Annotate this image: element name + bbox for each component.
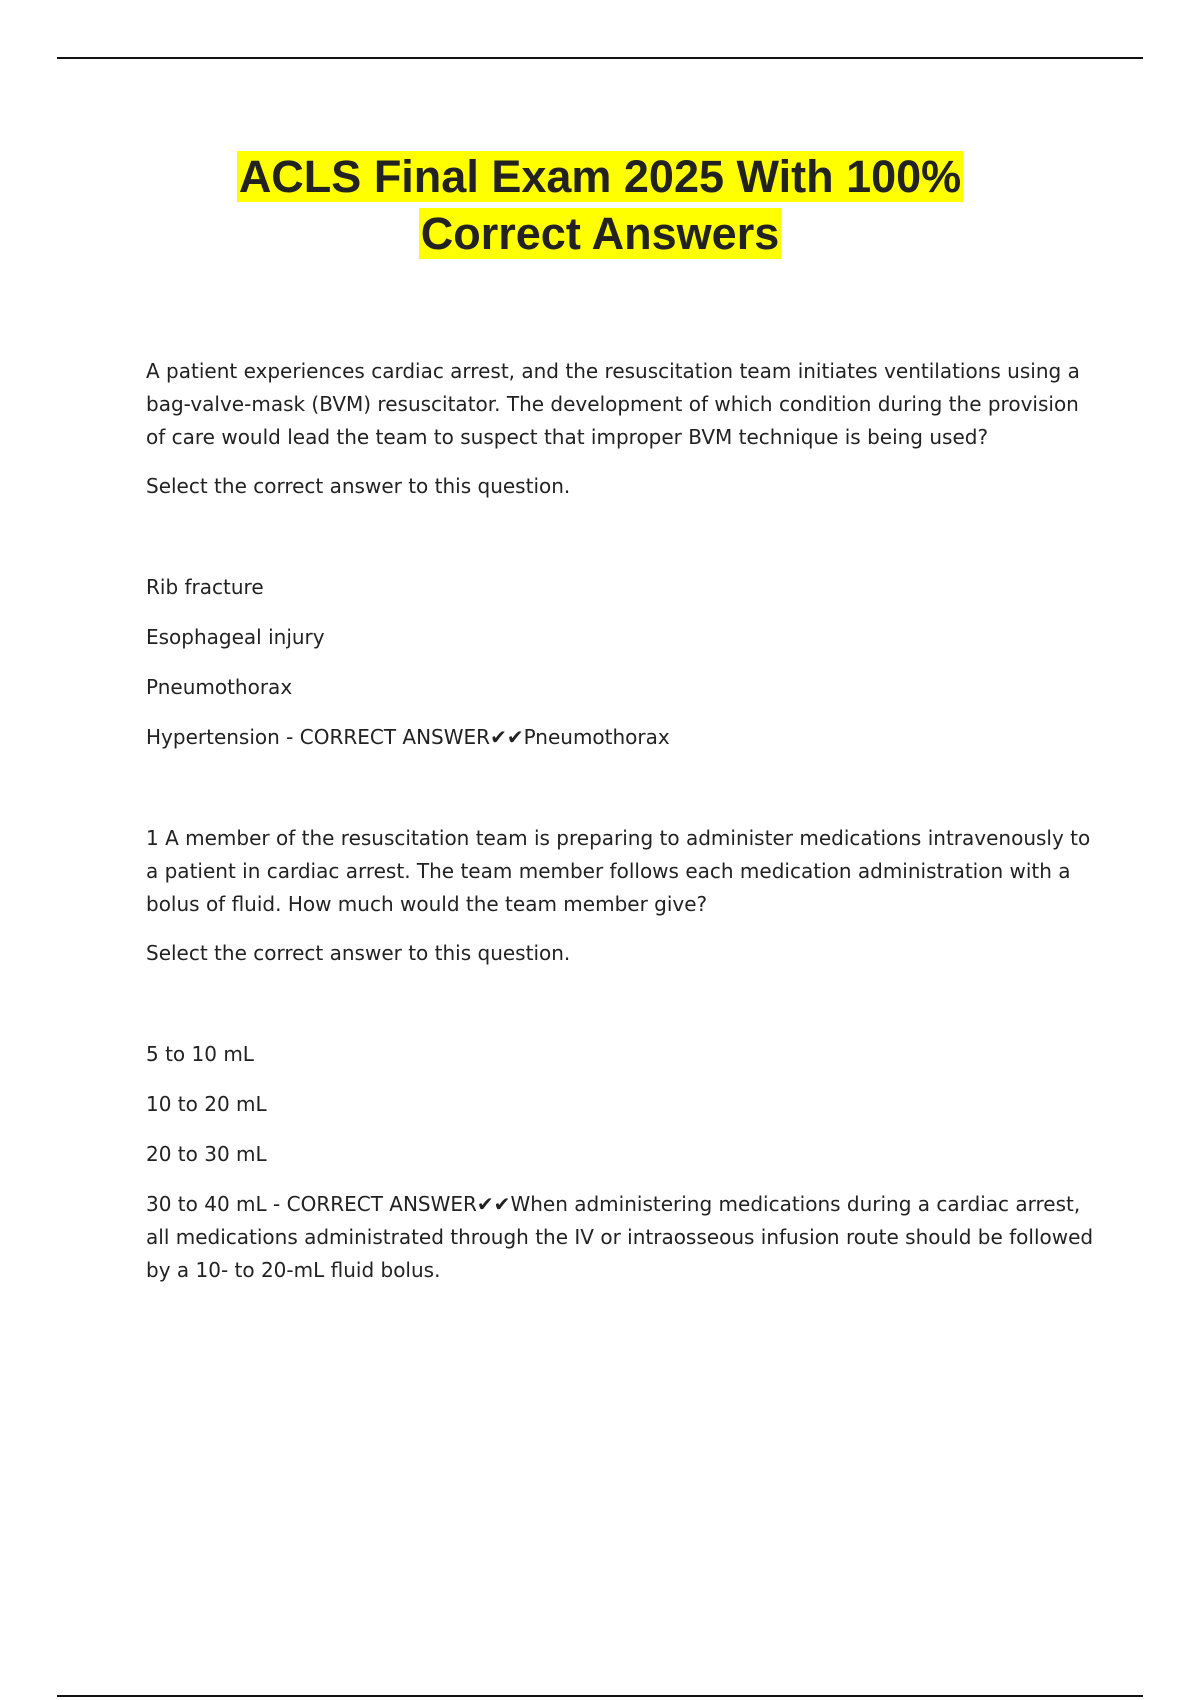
question-1-option-2: Esophageal injury [146, 625, 325, 649]
question-1-answer: Hypertension - CORRECT ANSWER✔✔Pneumothorax [146, 725, 670, 749]
document-body [146, 355, 1094, 1287]
question-1-prompt: Select the correct answer to this question. [146, 474, 571, 498]
title-heading [57, 148, 1143, 262]
question-2-option-3: 20 to 30 mL [146, 1142, 267, 1166]
title-line-2: Correct Answers [420, 208, 780, 259]
question-2-answer: 30 to 40 mL - CORRECT ANSWER✔✔When administering medications during a cardiac arrest, all medications administrated through the IV or intraosseous infusion route should be followed by a 10- to 20-mL fluid bolus. [146, 1192, 1094, 1282]
document-title [57, 148, 1143, 262]
question-2-prompt: Select the correct answer to this question. [146, 941, 571, 965]
question-2-option-1: 5 to 10 mL [146, 1042, 254, 1066]
question-1-option-1: Rib fracture [146, 575, 264, 599]
question-1-option-3: Pneumothorax [146, 675, 293, 699]
top-divider [57, 57, 1143, 59]
title-line-1: ACLS Final Exam 2025 With 100% [238, 151, 962, 202]
question-2-option-2: 10 to 20 mL [146, 1092, 267, 1116]
question-2-text: 1 A member of the resuscitation team is preparing to administer medications intravenously to a patient in cardiac arrest. The team member follows each medication administration with a bolus of fluid. How much would the team member give? [146, 826, 1091, 916]
question-1-text: A patient experiences cardiac arrest, and the resuscitation team initiates ventilations using a bag-valve-mask (BVM) resuscitator. The development of which condition during the provision of care would lead the team to suspect that improper BVM technique is being used? [146, 359, 1080, 449]
bottom-divider [57, 1695, 1143, 1697]
